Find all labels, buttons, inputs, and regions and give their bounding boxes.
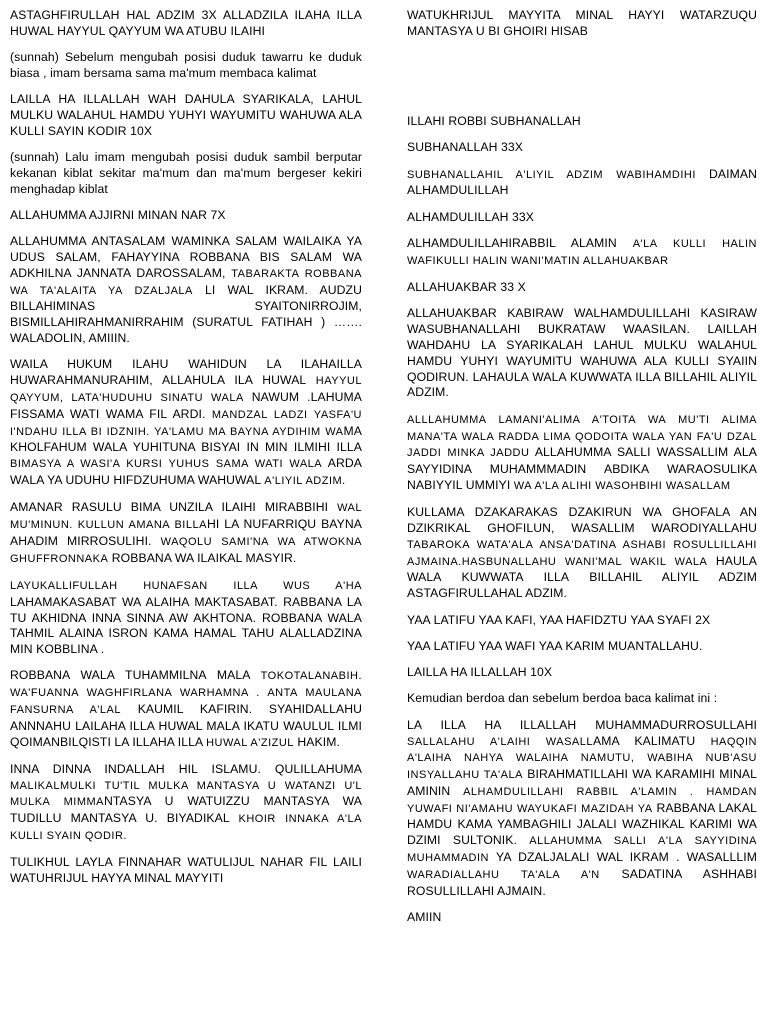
paragraph: [407, 505, 757, 602]
text-run: ARDA WALA YA UDUHU HIFDZUHUMA WAHUWAL: [10, 456, 362, 487]
text-run: A'LA KULLI HALIN WAFIKULLI HALIN WANI'MATIN ALLAHUAKBAR: [407, 238, 757, 267]
text-run: AMA KALIMATU: [593, 733, 711, 748]
blank-gap: [407, 50, 757, 114]
paragraph: [407, 691, 757, 707]
text-run: HUWAL A'ZIZUL: [206, 736, 294, 749]
text-run: ALLAHUMMA SALLI WASSALLIM ALA SAYYIDINA MUHAMMMADIN ABDIKA WARAOSULIKA NABIYYIL UMMIYI: [407, 445, 757, 492]
paragraph: [407, 280, 757, 296]
text-run: ALLAHUMMA SALLI A'LA SAYYIDINA MUHAMMADIN: [407, 835, 757, 865]
text-run: SALLALAHU A'LAIHI WASALL: [407, 735, 593, 748]
text-run: MANDZAL LADZI YASFA'U I'NDAHU ILLA BI IDZNIH. YA'LAMU MA BAYNA AYDIHIM WA: [10, 408, 362, 438]
paragraph: [10, 234, 362, 347]
paragraph: [10, 762, 362, 845]
text-run: SUBHANALLAH 33X: [407, 140, 523, 155]
paragraph: [10, 150, 362, 197]
text-run: ASTAGHFIRULLAH HAL ADZIM 3X ALLADZILA ILAHA ILLA HUWAL HAYYUL QAYYUM WA ATUBU ILAIHI: [10, 8, 362, 38]
text-run: LAILLA HA ILLALLAH 10X: [407, 665, 553, 680]
paragraph: [407, 412, 757, 495]
paragraph: [10, 357, 362, 489]
text-run: KULLAMA DZAKARAKAS DZAKIRUN WA GHOFALA AN DZIKRIKAL GHOFILUN, WASALLIM WARODIYALLAHU: [407, 505, 757, 536]
text-run: AMIIN: [407, 909, 442, 924]
paragraph: [407, 167, 757, 200]
text-run: BIMASYA A WASI'A KURSI YUHUS SAMA WATI WALA: [10, 458, 323, 471]
text-run: HAULA WALA KUWWATA ILLA BILLAHIL ALIYIL ADZIM ASTAGFIRULLAHAL ADZIM.: [407, 553, 758, 601]
paragraph: [10, 208, 362, 224]
paragraph: [407, 910, 757, 926]
text-run: MA KHOLFAHUM WALA YUHITUNA BISYAI IN MIN ILMIHI ILLA: [10, 423, 362, 455]
paragraph: [10, 500, 362, 567]
paragraph: [10, 50, 362, 82]
text-run: LI WAL IKRAM. AUDZU BILLAHIMINAS SYAITONIRROJIM, BISMILLAHIRAHMANIRRAHIM (SURATUL FATIHAH ) ……. WALADOLIN, AMIIIN.: [10, 282, 362, 346]
text-run: INNA DINNA INDALLAH HIL ISLAMU. QULILLAHUMA: [10, 761, 362, 776]
paragraph: [407, 639, 757, 655]
paragraph: [10, 92, 362, 139]
text-run: SUBHANALLAHIL A'LIYIL ADZIM WABIHAMDIHI: [407, 168, 696, 181]
text-run: WAILA HUKUM ILAHU WAHIDUN LA ILAHAILLA HUWARAHMANURAHIM, ALLAHULA ILA HUWAL: [10, 357, 362, 388]
text-run: ALLLAHUMMA LAMANI'ALIMA A'TOITA WA MU'TI ALIMA MANA'TA WALA RADDA LIMA QODOITA WALA YAN FA'U DZAL JADDI MINKA JADDU: [407, 413, 757, 460]
text-run: HI LA NUFARRIQU BAYNA AHADIM MIRROSULIHI.: [10, 517, 362, 548]
text-run: WAQOLU SAMI'NA WA ATWOKNA GHUFFRONNAKA: [10, 535, 362, 565]
text-run: WATUKHRIJUL MAYYITA MINAL HAYYI WATARZUQU MANTASYA U BI GHOIRI HISAB: [407, 8, 757, 38]
paragraph: [407, 718, 757, 900]
text-run: YAA LATIFU YAA KAFI, YAA HAFIDZTU YAA SYAFI 2X: [407, 612, 711, 627]
right-column: [407, 8, 757, 936]
text-run: LAHAMAKASABAT WA ALAIHA MAKTASABAT. RABBANA LA TU AKHIDNA INNA SINNA AW AKHTONA. ROBBANA WALA TAHMIL ALAINA ISRON KAMA HAMAL TAHU ALALLADZINA MIN KOBBLINA .: [10, 594, 362, 657]
text-run: HAQQIN A'LAIHA NAHYA WALAIHA NAMUTU, WABIHA NUB'ASU INSYALLAHU TA'ALA: [407, 735, 757, 782]
text-run: NAWUM .LAHUMA FISSAMA WATI WAMA FIL ARDI.: [10, 389, 362, 421]
text-run: TABARAKTA ROBBANA WA TA'ALAITA YA DZALJALA: [10, 267, 362, 297]
right-column-main: [407, 114, 757, 926]
text-run: ROBBANA WALA TUHAMMILNA MALA: [10, 668, 261, 683]
text-run: WA A'LA ALIHI WASOHBIHI WASALLAM: [513, 479, 731, 492]
text-run: Kemudian berdoa dan sebelum berdoa baca kalimat ini :: [407, 691, 718, 706]
text-run: LA ILLA HA ILLALLAH MUHAMMADURROSULLAHI: [407, 717, 757, 732]
text-run: AMANAR RASULU BIMA UNZILA ILAIHI MIRABBIHI: [10, 500, 338, 515]
text-run: WAL MU'MINUN. KULLUN AMANA BILLA: [10, 502, 362, 532]
paragraph: [10, 668, 362, 751]
text-run: ALLAHUAKBAR KABIRAW WALHAMDULILLAHI KASIRAW WASUBHANALLAHI BUKRATAW WAASILAN. LAILLAH WAHDAHU LA SYARIKALAH LAHUL MULKU WALAHUL HAMDU YUHYI WAYUMITU WAHUWA ALA KULLI SYAIIN QODIRUN. LAHAULA WALA KUWWATA ILLA BILLAHIL ALIYIL ADZIM.: [407, 306, 757, 400]
text-run: HAYYUL QAYYUM, LATA'HUDUHU SINATU WALA: [10, 375, 362, 404]
text-run: DAIMAN ALHAMDULILLAH: [407, 166, 757, 198]
text-run: WARADIALLAHU TA'ALA A'N: [407, 868, 600, 881]
text-run: KHOIR INNAKA A'LA KULLI SYAIN QODIR.: [10, 813, 362, 843]
text-run: YAA LATIFU YAA WAFI YAA KARIM MUANTALLAHU.: [407, 638, 703, 653]
text-run: (sunnah) Sebelum mengubah posisi duduk tawarru ke duduk biasa , imam bersama sama ma'mum membaca kalimat: [10, 50, 362, 80]
left-column: [10, 8, 362, 897]
paragraph: [407, 140, 757, 156]
paragraph: [407, 236, 757, 270]
text-run: TOKOTALANABIH. WA'FUANNA WAGHFIRLANA WARHAMNA . ANTA MAULANA FANSURNA A'LAL: [10, 670, 362, 716]
paragraph: [407, 306, 757, 401]
text-run: BIRAHMATILLAHI WA KARAMIHI MINAL AMININ: [407, 767, 757, 798]
text-run: NTASYA U WATUIZZU MANTASYA WA TUDILLU MANTASYA U. BIYADIKAL: [10, 794, 362, 826]
text-run: LAYUKALLIFULLAH HUNAFSAN ILLA WUS A'HA: [10, 579, 362, 592]
text-run: LAILLA HA ILLALLAH WAH DAHULA SYARIKALA, LAHUL MULKU WALAHUL HAMDU YUHYI WAYUMITU WAHUWA ALA KULLI SAYIN KODIR 10X: [10, 92, 362, 138]
paragraph: [407, 210, 757, 226]
text-run: ROBBANA WA ILAIKAL MASYIR.: [108, 550, 297, 565]
paragraph: [407, 665, 757, 681]
text-run: RABBANA LAKAL HAMDU KAMA YAMBAGHILI JALALI WAZHIKAL KARIMI WA DZIMI SULTONIK.: [407, 800, 757, 848]
text-run: ALLAHUAKBAR 33 X: [407, 280, 526, 295]
text-run: ALLAHUMMA ANTASALAM WAMINKA SALAM WAILAIKA YA UDUS SALAM, FAHAYYINA ROBBANA BIS SALAM WA ADKHILNA JANNATA DAROSSALAM,: [10, 234, 362, 280]
text-run: ALLAHUMMA AJJIRNI MINAN NAR 7X: [10, 207, 226, 222]
text-run: MALIKALMULKI TU'TIL MULKA MANTASYA U WATANZI U'L MULKA MIMMA: [10, 779, 362, 809]
paragraph: [407, 8, 757, 40]
text-run: TABAROKA WATA'ALA ANSA'DATINA ASHABI ROSULLILLAHI AJMAINA.HASBUNALLAHU WANI'MAL WAKIL WALA: [407, 538, 757, 568]
paragraph: [10, 855, 362, 887]
text-run: ILLAHI ROBBI SUBHANALLAH: [407, 114, 581, 129]
text-run: ALHAMDULILLAH 33X: [407, 209, 535, 224]
text-run: TULIKHUL LAYLA FINNAHAR WATULIJUL NAHAR FIL LAILI WATUHRIJUL HAYYA MINAL MAYYITI: [10, 855, 362, 886]
text-run: (sunnah) Lalu imam mengubah posisi duduk sambil berputar kekanan kiblat sekitar ma'mum dan ma'mum bergeser kekiri menghadap kiblat: [10, 150, 362, 196]
text-run: YA DZALJALALI WAL IKRAM . WASALLLIM: [489, 850, 757, 865]
text-run: ALHAMDULILLAHI RABBIL A'LAMIN . HAMDAN YUWAFI NI'AMAHU WAYUKAFI MAZIDAH YA: [407, 785, 757, 815]
text-run: ALHAMDULILLAHIRABBIL ALAMIN: [407, 236, 633, 251]
paragraph: [10, 578, 362, 658]
text-run: KAUMIL KAFIRIN. SYAHIDALLAHU ANNNAHU LAILAHA ILLA HUWAL MALA IKATU WAULUL ILMI QOIMANBILQISTI LA ILLAHA ILLA: [10, 701, 362, 749]
text-run: HAKIM.: [293, 734, 340, 749]
paragraph: [407, 114, 757, 130]
right-column-top: [407, 8, 757, 40]
paragraph: [10, 8, 362, 40]
paragraph: [407, 613, 757, 629]
text-run: A'LIYIL ADZIM.: [264, 474, 346, 487]
text-run: SADATINA ASHHABI ROSULLILLAHI AJMAIN.: [407, 866, 757, 898]
